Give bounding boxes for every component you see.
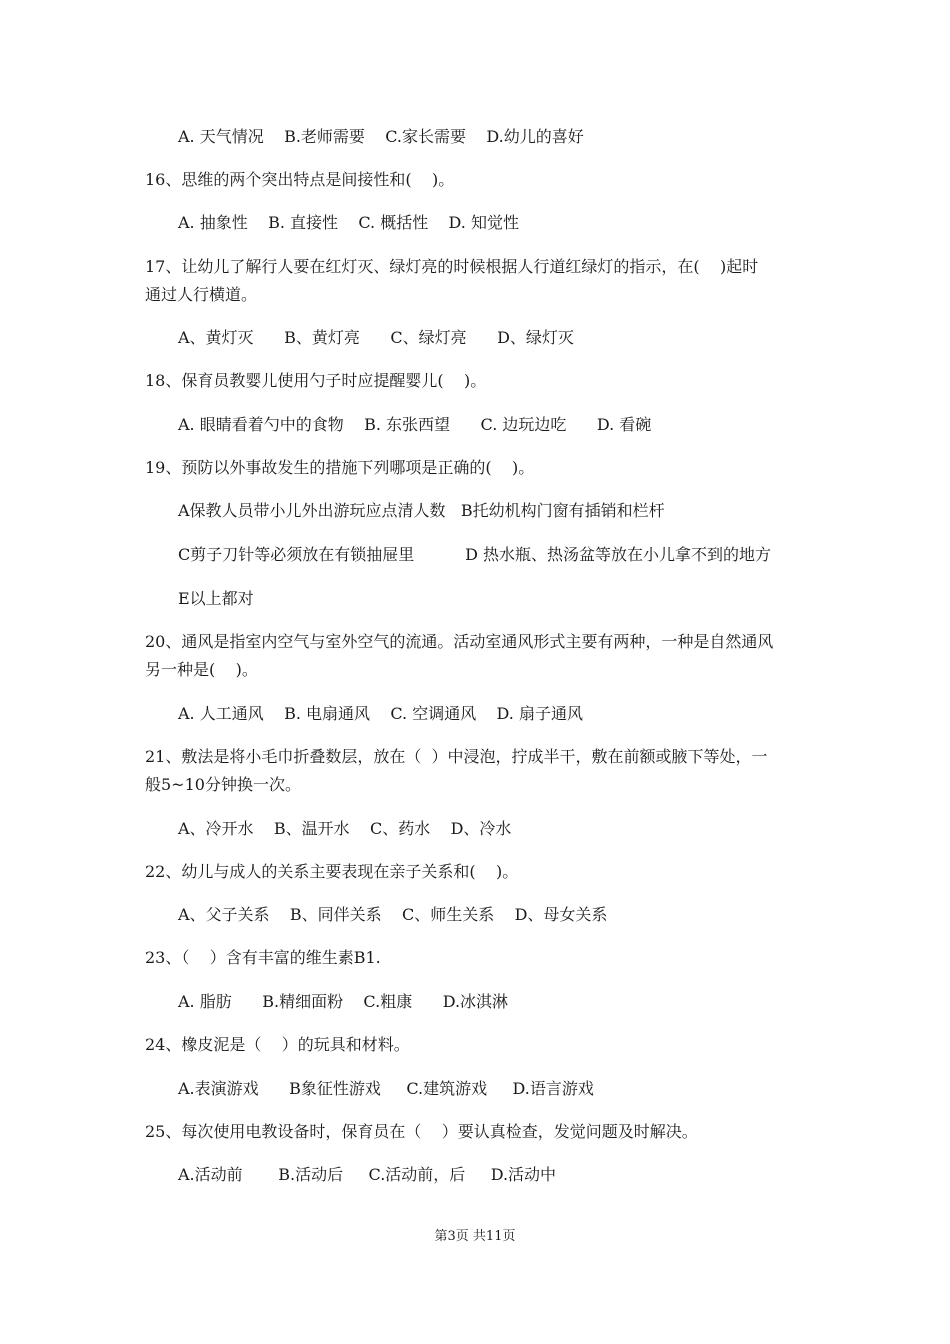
q19-options-line1: A保教人员带小儿外出游玩应点清人数 B托幼机构门窗有插销和栏杆 bbox=[178, 501, 665, 520]
q23-question: 23、（ ）含有丰富的维生素B1. bbox=[145, 948, 381, 967]
page-footer: 第3页 共11页 bbox=[434, 1229, 516, 1244]
q15-options: A. 天气情况 B.老师需要 C.家长需要 D.幼儿的喜好 bbox=[178, 127, 584, 146]
q21-question-line1: 21、敷法是将小毛巾折叠数层，放在（ ）中浸泡，拧成半干，敷在前额或腋下等处，一 bbox=[145, 747, 768, 766]
q19-options-line2: C剪子刀针等必须放在有锁抽屉里 D 热水瓶、热汤盆等放在小儿拿不到的地方 bbox=[178, 545, 772, 564]
q18-options: A. 眼睛看着勺中的食物 B. 东张西望 C. 边玩边吃 D. 看碗 bbox=[178, 415, 652, 434]
q24-question: 24、橡皮泥是（ ）的玩具和材料。 bbox=[145, 1035, 410, 1054]
q16-question: 16、思维的两个突出特点是间接性和( )。 bbox=[145, 170, 455, 189]
q17-question-line2: 通过人行横道。 bbox=[145, 285, 258, 304]
q20-options: A. 人工通风 B. 电扇通风 C. 空调通风 D. 扇子通风 bbox=[178, 704, 583, 723]
q19-question: 19、预防以外事故发生的措施下列哪项是正确的( )。 bbox=[145, 458, 535, 477]
q17-options: A、黄灯灭 B、黄灯亮 C、绿灯亮 D、绿灯灭 bbox=[178, 328, 574, 347]
q16-options: A. 抽象性 B. 直接性 C. 概括性 D. 知觉性 bbox=[178, 213, 519, 232]
q25-question: 25、每次使用电教设备时，保育员在（ ）要认真检查，发觉问题及时解决。 bbox=[145, 1122, 698, 1141]
q22-question: 22、幼儿与成人的关系主要表现在亲子关系和( )。 bbox=[145, 862, 519, 881]
q20-question-line2: 另一种是( )。 bbox=[145, 660, 258, 679]
q17-question-line1: 17、让幼儿了解行人要在红灯灭、绿灯亮的时候根据人行道红绿灯的指示，在( )起时 bbox=[145, 257, 759, 276]
q21-options: A、冷开水 B、温开水 C、药水 D、冷水 bbox=[178, 819, 512, 838]
q23-options: A. 脂肪 B.精细面粉 C.粗康 D.冰淇淋 bbox=[178, 992, 509, 1011]
q24-options: A.表演游戏 B象征性游戏 C.建筑游戏 D.语言游戏 bbox=[178, 1079, 594, 1098]
q20-question-line1: 20、通风是指室内空气与室外空气的流通。活动室通风形式主要有两种，一种是自然通风 bbox=[145, 632, 774, 651]
q21-question-line2: 般5~10分钟换一次。 bbox=[145, 775, 301, 794]
q19-options-line3: E以上都对 bbox=[178, 589, 254, 608]
q25-options: A.活动前 B.活动后 C.活动前，后 D.活动中 bbox=[178, 1165, 557, 1184]
q18-question: 18、保育员教婴儿使用勺子时应提醒婴儿( )。 bbox=[145, 371, 487, 390]
q22-options: A、父子关系 B、同伴关系 C、师生关系 D、母女关系 bbox=[178, 905, 608, 924]
